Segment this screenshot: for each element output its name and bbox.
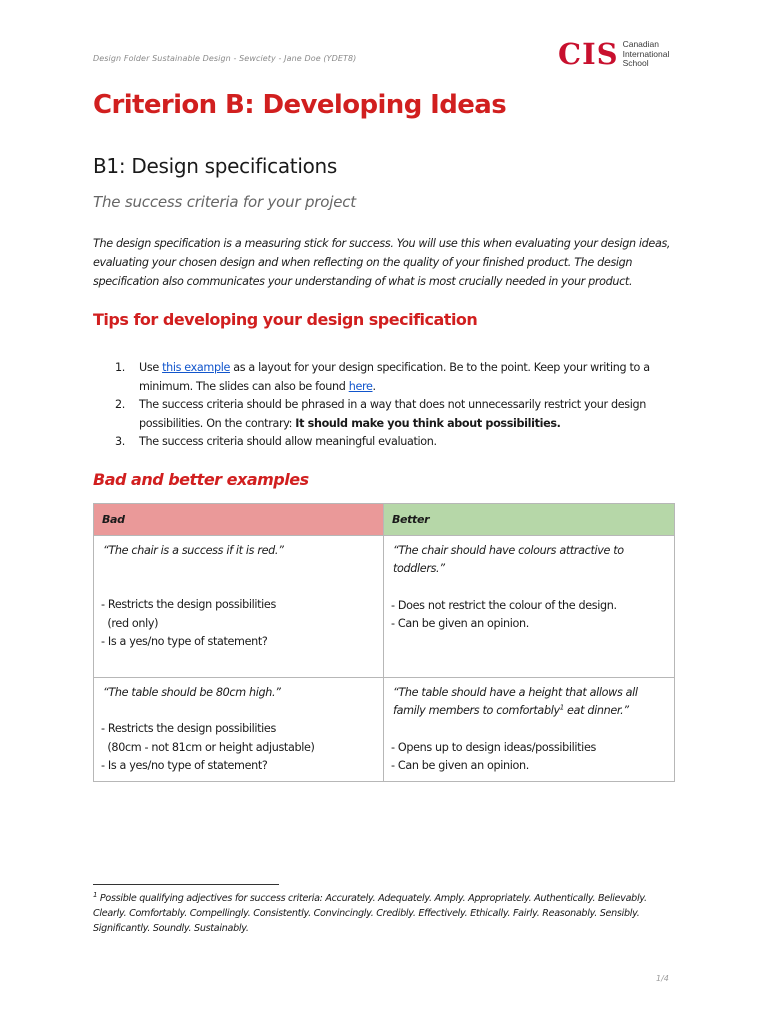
- better-quote-text: eat dinner.”: [563, 704, 629, 718]
- list-number: 2.: [115, 398, 125, 411]
- footnote-marker: 1: [93, 890, 98, 899]
- tip-text: The success criteria should allow meaningful evaluation.: [139, 435, 437, 448]
- list-item: [113, 396, 673, 433]
- list-item: [113, 433, 673, 452]
- list-number: 3.: [115, 435, 125, 448]
- cis-logo: [558, 37, 670, 71]
- tip-bold-text: It should make you think about possibilities.: [295, 416, 561, 430]
- tip-text: as a layout for your design specification. Be to the point. Keep your writing to a minimum. The slides can also be found: [139, 361, 650, 393]
- footnote-text: Possible qualifying adjectives for success criteria: Accurately. Adequately. Amply. Appropriately. Authentically. Believably. Clearly. Comfortably. Compellingly. Consistently. Convincingly. Credibly. Effectively. Ethically. Fairly. Reasonably. Sensibly. Significantly. Soundly. Sustainably.: [93, 893, 647, 934]
- tips-list: [113, 359, 673, 452]
- tips-heading: Tips for developing your design specification: [93, 310, 478, 329]
- better-quote: [391, 684, 668, 721]
- bad-cell: [94, 678, 384, 782]
- better-point: - Does not restrict the colour of the design.: [391, 598, 617, 612]
- footnote: [93, 891, 678, 936]
- bad-point: - Is a yes/no type of statement?: [101, 634, 268, 648]
- tip-text: Use: [139, 361, 163, 374]
- bad-point: - Restricts the design possibilities: [101, 722, 276, 736]
- bad-quote: “The chair is a success if it is red.”: [103, 544, 284, 557]
- bad-point: - Is a yes/no type of statement?: [101, 758, 268, 772]
- folder-header-text: Design Folder Sustainable Design - Sewciety - Jane Doe (YDET8): [93, 54, 357, 63]
- better-point: - Can be given an opinion.: [391, 758, 529, 772]
- bad-quote: “The table should be 80cm high.”: [103, 686, 281, 699]
- this-example-link[interactable]: this example: [162, 361, 230, 374]
- table-header-row: [94, 504, 675, 536]
- logo-mark: CIS: [558, 37, 619, 71]
- table-row: [94, 536, 675, 678]
- examples-heading: Bad and better examples: [93, 470, 309, 489]
- better-cell: [384, 678, 675, 782]
- footnote-divider: [93, 884, 279, 885]
- page-title: Criterion B: Developing Ideas: [93, 90, 507, 120]
- bad-cell: [94, 536, 384, 678]
- better-quote-text: “The table should have a height that allows all family members to comfortably: [393, 686, 638, 718]
- logo-line-1: Canadian: [622, 39, 659, 50]
- logo-school-name: [623, 40, 670, 69]
- logo-line-3: School: [622, 58, 649, 69]
- tip-text: The success criteria should be phrased in a way that does not unnecessarily restrict your design possibilities. On the contrary:: [139, 398, 646, 430]
- footnote-ref: 1: [559, 703, 564, 712]
- bad-column-header: Bad: [94, 504, 384, 536]
- better-point: - Opens up to design ideas/possibilities: [391, 740, 596, 754]
- here-link[interactable]: here: [348, 379, 373, 393]
- bad-point: (red only): [101, 616, 159, 630]
- section-heading: B1: Design specifications: [93, 154, 338, 178]
- bad-point: - Restricts the design possibilities: [101, 598, 276, 612]
- bad-point: (80cm - not 81cm or height adjustable): [101, 740, 315, 754]
- better-point: - Can be given an opinion.: [391, 616, 529, 630]
- examples-table: [93, 503, 675, 782]
- logo-line-2: International: [622, 48, 670, 59]
- table-row: [94, 678, 675, 782]
- section-subtitle: The success criteria for your project: [93, 193, 356, 211]
- list-number: 1.: [115, 361, 125, 374]
- better-column-header: Better: [384, 504, 675, 536]
- better-cell: [384, 536, 675, 678]
- page-number: 1/4: [656, 974, 669, 983]
- tip-text: .: [372, 379, 376, 393]
- list-item: [113, 359, 673, 396]
- intro-paragraph: The design specification is a measuring stick for success. You will use this when evaluating your design ideas, evaluating your chosen design and when reflecting on the quality of your finished product. The design specification also communicates your understanding of what is most crucially needed in your product.: [93, 237, 671, 288]
- better-quote: “The chair should have colours attractive to toddlers.”: [393, 544, 624, 576]
